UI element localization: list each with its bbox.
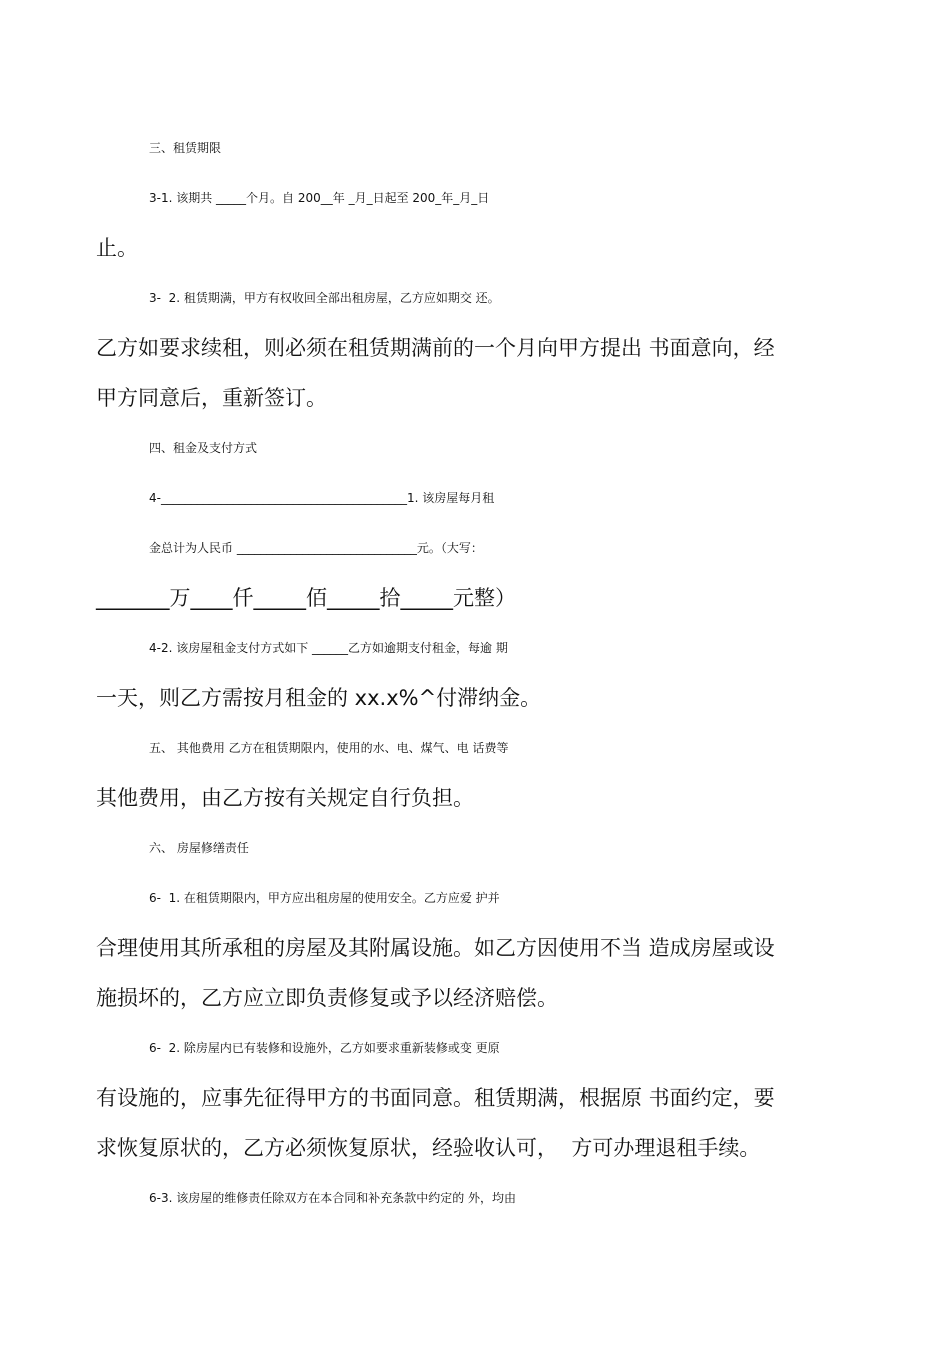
heading-rent-payment: 四、租金及支付方式 bbox=[149, 441, 258, 455]
clause-4-2: 4-2. 该房屋租金支付方式如下 ______乙方如逾期支付租金，每逾 期 bbox=[149, 641, 508, 655]
heading-other-fees: 五、 其他费用 乙方在租赁期限内，使用的水、电、煤气、电 话费等 bbox=[149, 741, 509, 755]
clause-6-3: 6-3. 该房屋的维修责任除双方在本合同和补充条款中约定的 外，均由 bbox=[149, 1191, 517, 1205]
clause-6-1-line-2: 合理使用其所承租的房屋及其附属设施。如乙方因使用不当 造成房屋或设 bbox=[96, 936, 775, 960]
heading-repair-responsibility: 六、 房屋修缮责任 bbox=[149, 841, 249, 855]
clause-4-1: 4-_________________________________________1. 该房屋每月租 bbox=[149, 491, 495, 505]
clause-6-1: 6- 1. 在租赁期限内，甲方应出租房屋的使用安全。乙方应爱 护并 bbox=[149, 891, 500, 905]
clause-6-1-line-3: 施损坏的，乙方应立即负责修复或予以经济赔偿。 bbox=[96, 986, 558, 1010]
clause-4-2-line-2: 一天，则乙方需按月租金的 xx.x%^付滞纳金。 bbox=[96, 686, 542, 710]
clause-6-2-line-3: 求恢复原状的，乙方必须恢复原状，经验收认可， 方可办理退租手续。 bbox=[96, 1136, 761, 1160]
clause-3-2-line-3: 甲方同意后，重新签订。 bbox=[96, 386, 327, 410]
clause-4-1-line-3: _______万____仟_____佰_____拾_____元整） bbox=[96, 586, 516, 610]
clause-3-1: 3-1. 该期共 _____个月。自 200__年 _月_日起至 200_年_月_日 bbox=[149, 191, 490, 205]
clause-3-2: 3- 2. 租赁期满，甲方有权收回全部出租房屋，乙方应如期交 还。 bbox=[149, 291, 500, 305]
clause-6-2: 6- 2. 除房屋内已有装修和设施外，乙方如要求重新装修或变 更原 bbox=[149, 1041, 500, 1055]
clause-3-2-line-2: 乙方如要求续租，则必须在租赁期满前的一个月向甲方提出 书面意向，经 bbox=[96, 336, 775, 360]
other-fees-line-2: 其他费用，由乙方按有关规定自行负担。 bbox=[96, 786, 474, 810]
clause-4-1-line-2: 金总计为人民币 ______________________________元。（大写： bbox=[149, 541, 483, 555]
clause-6-2-line-2: 有设施的，应事先征得甲方的书面同意。租赁期满，根据原 书面约定，要 bbox=[96, 1086, 775, 1110]
heading-lease-term: 三、租赁期限 bbox=[149, 141, 222, 155]
clause-3-1-continued: 止。 bbox=[96, 236, 138, 260]
